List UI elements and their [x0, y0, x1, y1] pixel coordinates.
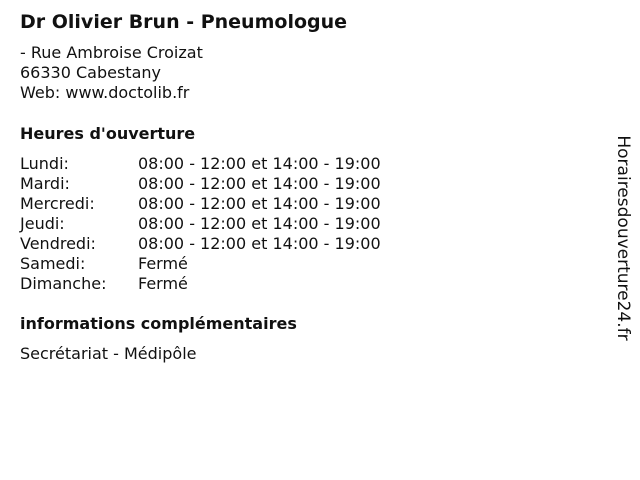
hours-heading: Heures d'ouverture [20, 124, 196, 143]
info-text: Secrétariat - Médipôle [20, 344, 197, 363]
hours-day: Lundi: [20, 154, 69, 173]
hours-row-sunday [20, 274, 381, 294]
info-heading: informations complémentaires [20, 314, 297, 333]
watermark: Horairesdouverture24.fr [613, 135, 633, 341]
hours-day: Dimanche: [20, 274, 107, 293]
hours-row-monday [20, 154, 381, 174]
hours-time: 08:00 - 12:00 et 14:00 - 19:00 [138, 234, 381, 253]
hours-row-tuesday [20, 174, 381, 194]
hours-row-friday [20, 234, 381, 254]
page-title: Dr Olivier Brun - Pneumologue [20, 11, 348, 33]
hours-time: Fermé [138, 254, 188, 273]
hours-day: Jeudi: [20, 214, 65, 233]
hours-day: Vendredi: [20, 234, 96, 253]
hours-time: 08:00 - 12:00 et 14:00 - 19:00 [138, 174, 381, 193]
hours-time: 08:00 - 12:00 et 14:00 - 19:00 [138, 154, 381, 173]
address-city: 66330 Cabestany [20, 63, 161, 82]
hours-day: Samedi: [20, 254, 86, 273]
hours-row-wednesday [20, 194, 381, 214]
hours-day: Mercredi: [20, 194, 95, 213]
address-block [20, 43, 203, 103]
hours-time: Fermé [138, 274, 188, 293]
hours-time: 08:00 - 12:00 et 14:00 - 19:00 [138, 214, 381, 233]
address-web: Web: www.doctolib.fr [20, 83, 190, 102]
address-street: - Rue Ambroise Croizat [20, 43, 203, 62]
hours-table [20, 154, 381, 294]
hours-day: Mardi: [20, 174, 70, 193]
hours-time: 08:00 - 12:00 et 14:00 - 19:00 [138, 194, 381, 213]
hours-row-saturday [20, 254, 381, 274]
hours-row-thursday [20, 214, 381, 234]
